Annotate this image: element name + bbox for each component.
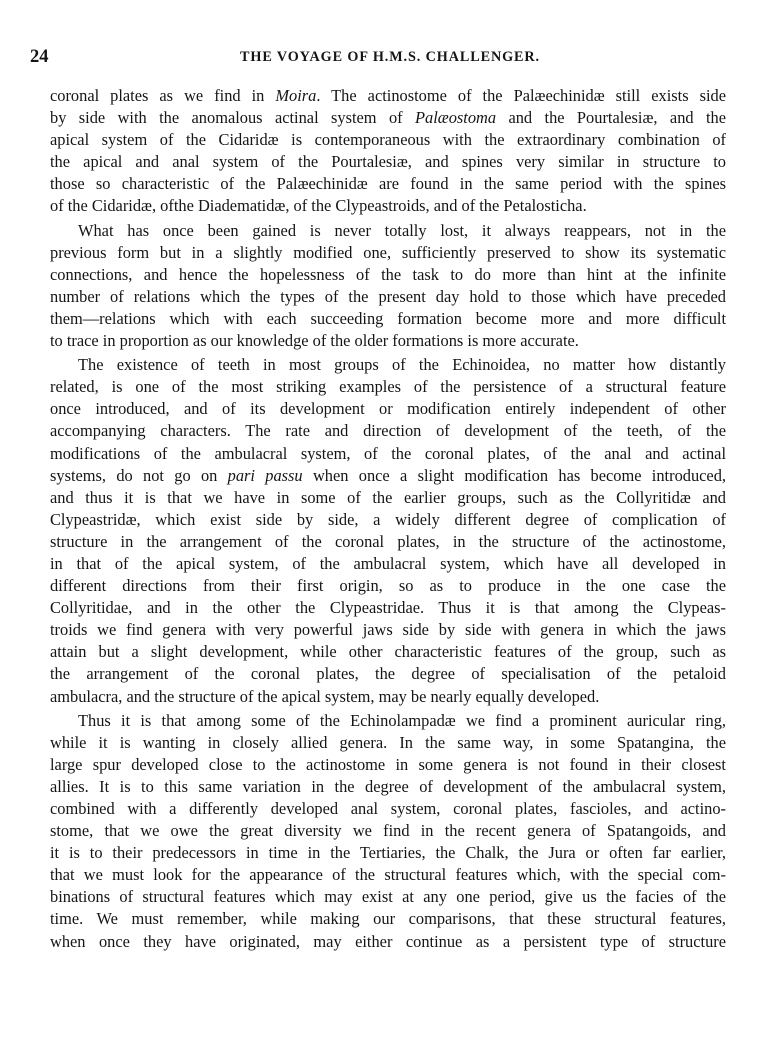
text-line: related, is one of the most striking examples of the persistence of a structural feature xyxy=(50,377,726,397)
text-line: combined with a differently developed anal system, coronal plates, fascioles, and actino- xyxy=(50,799,726,818)
text-line: The existence of teeth in most groups of the Echinoidea, no matter how distantly xyxy=(78,355,726,375)
text-line: apical system of the Cidaridæ is contemporaneous with the extraordinary combination of xyxy=(50,130,726,150)
text-line: once introduced, and of its development or modification entirely independent of other xyxy=(50,399,726,419)
text-line: structure in the arrangement of the coronal plates, in the structure of the actinostome, xyxy=(50,531,726,551)
text-line: troids we find genera with very powerful jaws side by side with genera in which the jaws xyxy=(50,620,726,640)
paragraph-1 xyxy=(50,85,726,218)
text-line: the apical and anal system of the Pourtalesiæ, and spines very similar in structure to xyxy=(50,152,726,172)
paragraph-2 xyxy=(50,220,726,353)
text-line: ambulacra, and the structure of the apical system, may be nearly equally developed. xyxy=(50,686,600,706)
text-line: large spur developed close to the actinostome in some genera is not found in their closest xyxy=(50,754,726,774)
text-line: accompanying characters. The rate and direction of development of the teeth, of the xyxy=(50,421,726,441)
text-line: while it is wanting in closely allied genera. In the same way, in some Spatangina, the xyxy=(50,732,726,752)
text-line: Collyritidae, and in the other the Clypeastridae. Thus it is that among the Clypeas- xyxy=(50,598,726,618)
text-line: by side with the anomalous actinal system of Palæostoma and the Pourtalesiæ, and the xyxy=(50,108,726,128)
text-line: the arrangement of the coronal plates, the degree of specialisation of the petaloid xyxy=(50,664,726,684)
paragraph-3 xyxy=(50,354,726,708)
text-line: modifications of the ambulacral system, of the coronal plates, of the anal and actinal xyxy=(50,443,726,463)
text-line: What has once been gained is never totally lost, it always reappears, not in the xyxy=(78,220,726,240)
page-number: 24 xyxy=(30,47,49,67)
text-line: stome, that we owe the great diversity we find in the recent genera of Spatangoids, and xyxy=(50,821,726,841)
text-line: different directions from their first origin, so as to produce in the one case the xyxy=(50,576,726,596)
text-line: and thus it is that we have in some of the earlier groups, such as the Collyritidæ and xyxy=(50,487,726,507)
text-line: in that of the apical system, of the ambulacral system, which have all developed in xyxy=(50,553,726,573)
text-line: to trace in proportion as our knowledge of the older formations is more accurate. xyxy=(50,331,579,351)
text-line: Thus it is that among some of the Echinolampadæ we find a prominent auricular ring, xyxy=(78,710,726,730)
text-line: that we must look for the appearance of the structural features which, with the special com- xyxy=(50,865,726,885)
text-line: number of relations which the types of the present day hold to those which have preceded xyxy=(50,286,726,306)
text-line: time. We must remember, while making our comparisons, that these structural features, xyxy=(50,909,726,929)
text-line: it is to their predecessors in time in the Tertiaries, the Chalk, the Jura or often far earlier, xyxy=(50,843,726,863)
text-line: Clypeastridæ, which exist side by side, a widely different degree of complication of xyxy=(50,509,726,529)
text-line: previous form but in a slightly modified one, sufficiently preserved to show its systematic xyxy=(50,242,726,262)
body-text xyxy=(50,85,726,953)
text-line: them—relations which with each succeeding formation become more and more difficult xyxy=(50,308,726,328)
text-line: of the Cidaridæ, ofthe Diadematidæ, of the Clypeastroids, and of the Petalosticha. xyxy=(50,196,587,216)
running-title: THE VOYAGE OF H.M.S. CHALLENGER. xyxy=(240,49,540,65)
text-line: connections, and hence the hopelessness of the task to do more than hint at the infinite xyxy=(50,264,726,284)
text-line: allies. It is to this same variation in the degree of development of the ambulacral system, xyxy=(50,776,726,796)
running-header xyxy=(30,46,734,68)
text-line: when once they have originated, may either continue as a persistent type of structure xyxy=(50,931,726,951)
text-line: coronal plates as we find in Moira. The actinostome of the Palæechinidæ still exists side xyxy=(50,86,726,105)
text-line: systems, do not go on pari passu when once a slight modification has become introduced, xyxy=(50,465,726,485)
paragraph-4 xyxy=(50,710,726,953)
text-line: those so characteristic of the Palæechinidæ are found in the same period with the spines xyxy=(50,174,726,194)
text-line: binations of structural features which may exist at any one period, give us the facies of the xyxy=(50,887,726,907)
text-line: attain but a slight development, while other characteristic features of the group, such as xyxy=(50,642,726,662)
